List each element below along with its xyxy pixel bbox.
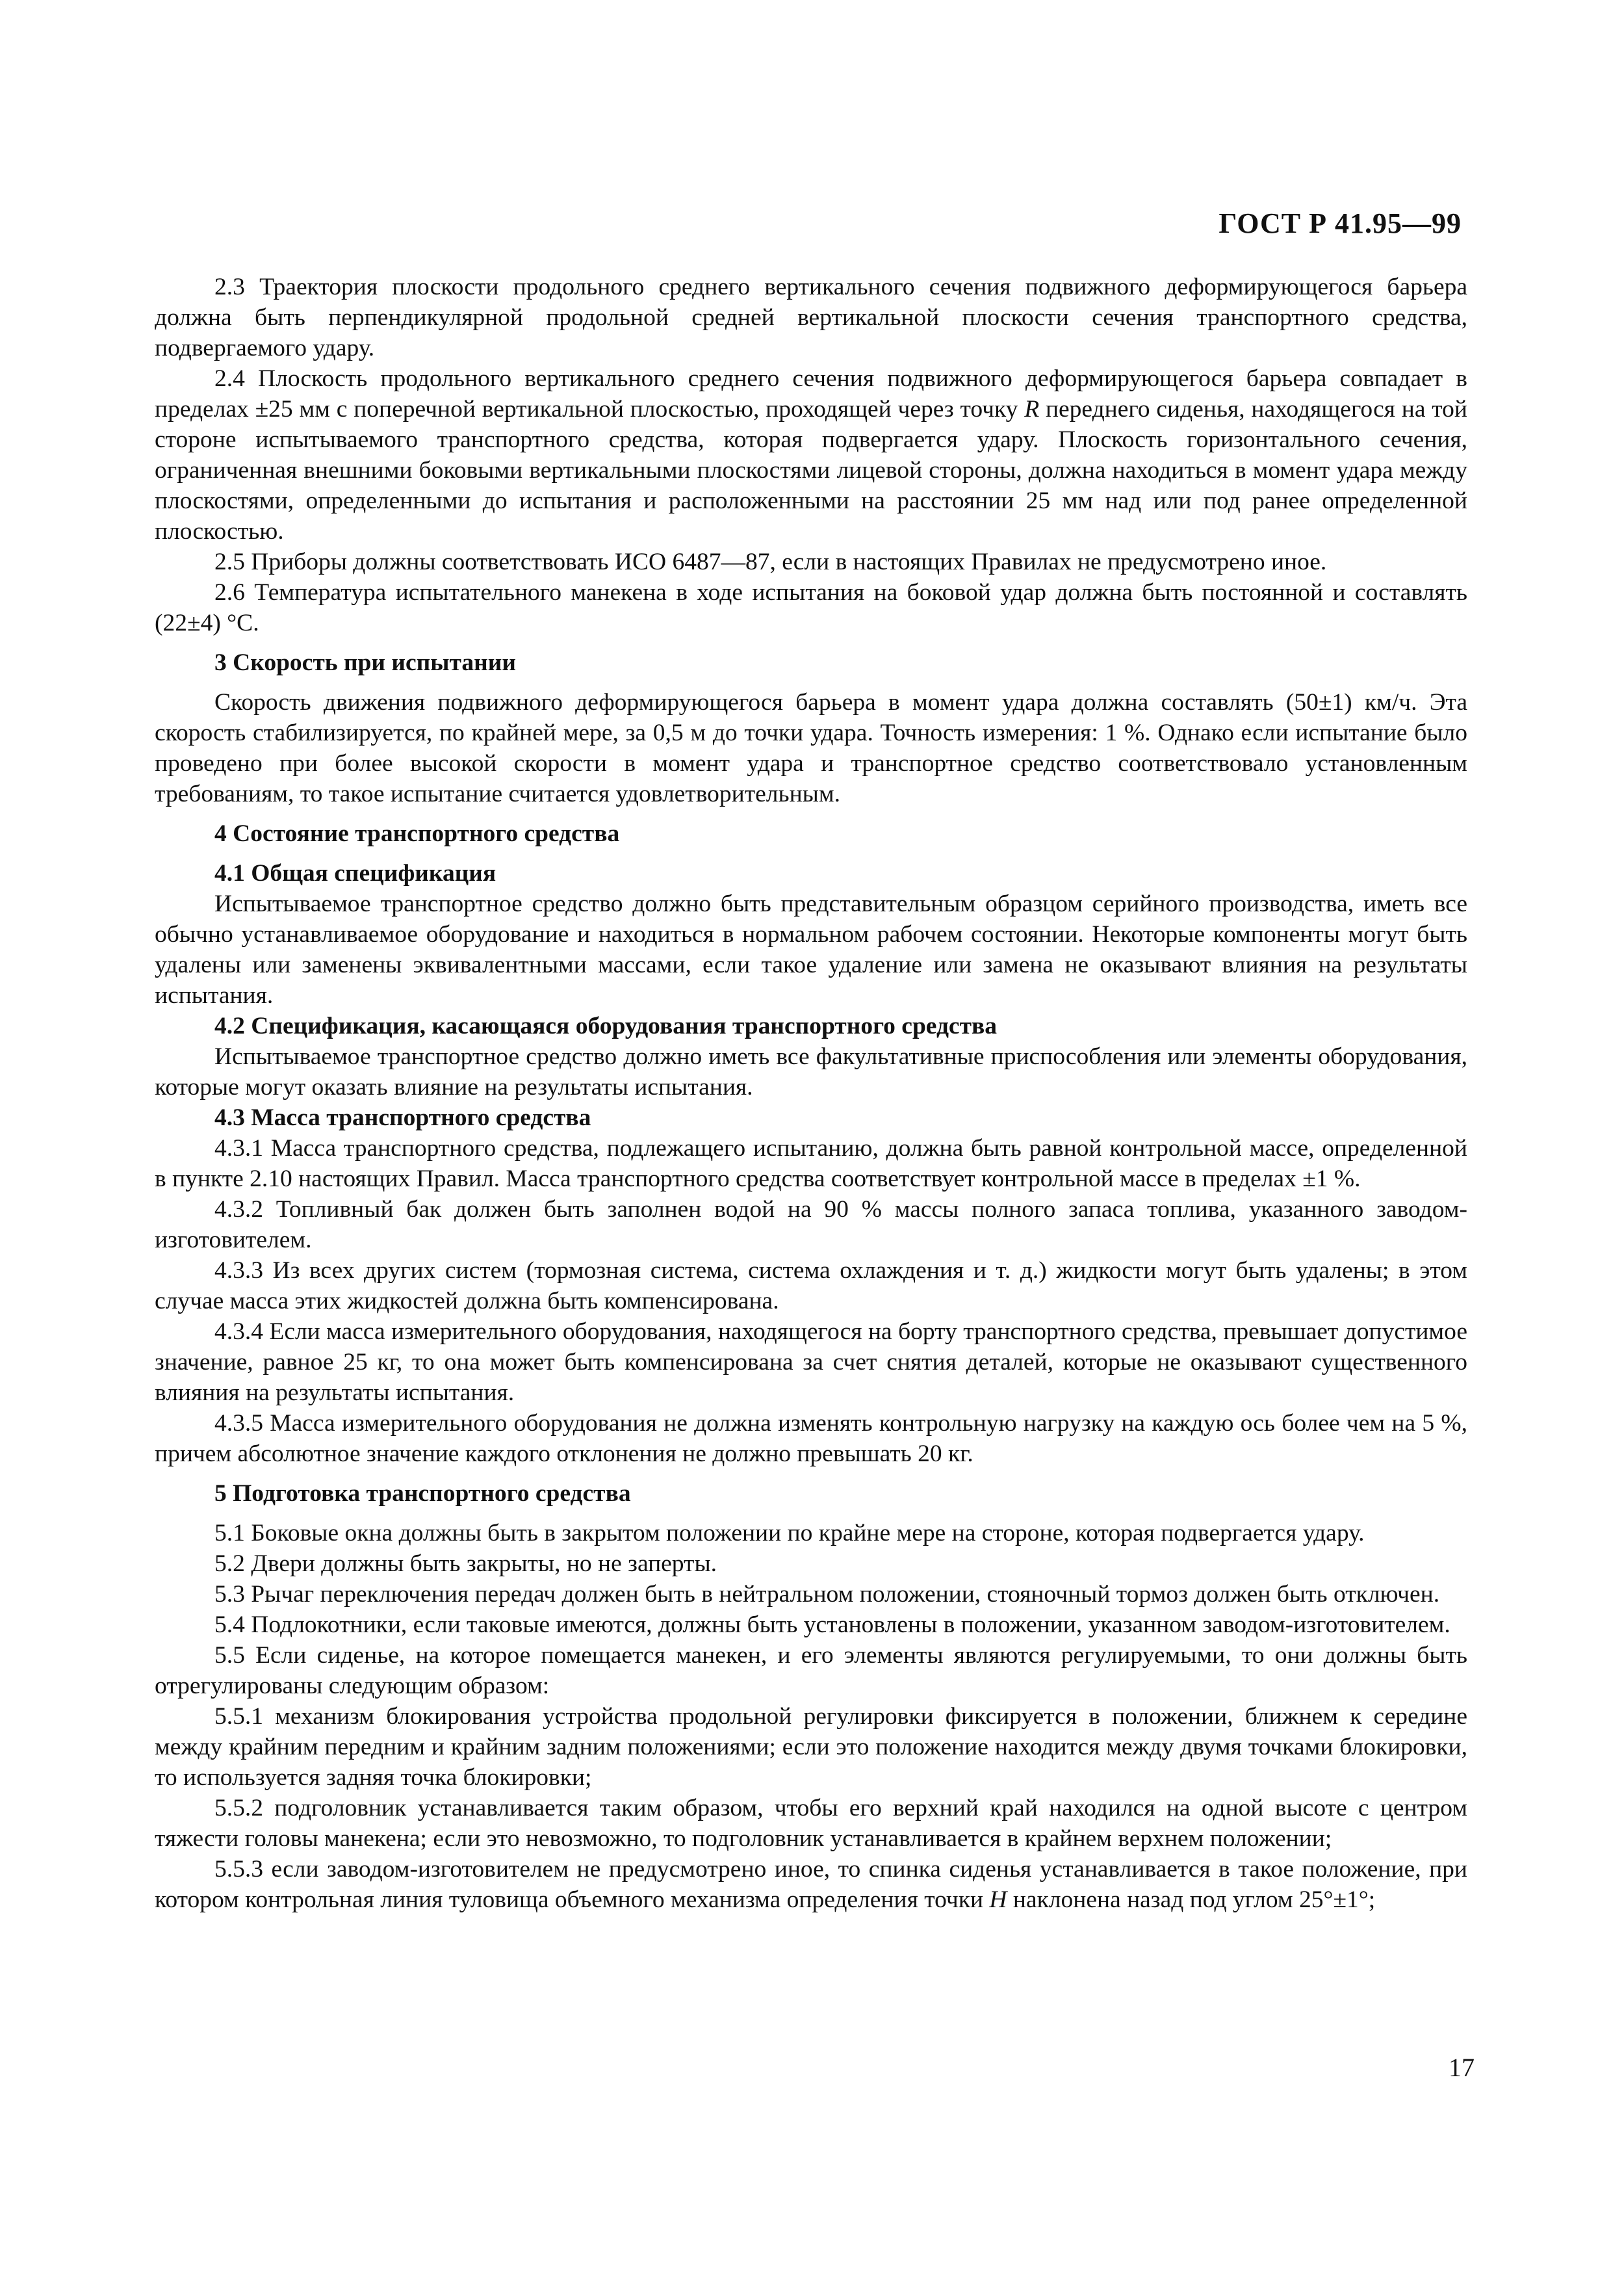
paragraph-4-1: Испытываемое транспортное средство должно быть представительным образцом серийного производства, иметь все обычно устанавливаемое оборудование и находиться в нормальном рабочем состоянии. Некоторые компоненты могут быть удалены или заменены эквивалентными массами, если такое удаление или замена не оказывают влияния на результаты испытания. [155,891,1467,1009]
section-4-2-heading: 4.2 Спецификация, касающаяся оборудования транспортного средства [214,1013,997,1039]
section-4-heading: 4 Состояние транспортного средства [214,820,620,847]
point-h-symbol: H [989,1886,1007,1913]
section-3-heading: 3 Скорость при испытании [214,649,516,676]
paragraph-5-5-3-part-b: наклонена назад под углом 25°±1°; [1007,1886,1376,1913]
paragraph-5-4: 5.4 Подлокотники, если таковые имеются, должны быть установлены в положении, указанном заводом-изготовителем. [214,1611,1450,1638]
paragraph-2-4-part-a: 2.4 Плоскость продольного вертикального среднего сечения подвижного деформирующегося барьера совпадает в пределах ±25 мм с поперечной вертикальной плоскостью, проходящей через точку [155,365,1467,423]
paragraph-4-3-4: 4.3.4 Если масса измерительного оборудования, находящегося на борту транспортного средства, превышает допустимое значение, равное 25 кг, то она может быть компенсирована за счет снятия деталей, которые не оказывают существенного влияния на результаты испытания. [155,1318,1467,1406]
section-4-1-heading: 4.1 Общая спецификация [214,860,496,887]
paragraph-3: Скорость движения подвижного деформирующегося барьера в момент удара должна составлять (50±1) км/ч. Эта скорость стабилизируется, по крайней мере, за 0,5 м до точки удара. Точность измерения: 1 %. Однако если испытание было проведено при более высокой скорости в момент удара и транспортное средство соответствовало установленным требованиям, то такое испытание считается удовлетворительным. [155,689,1467,807]
document-code: ГОСТ Р 41.95—99 [1218,207,1462,239]
paragraph-4-3-1: 4.3.1 Масса транспортного средства, подлежащего испытанию, должна быть равной контрольной массе, определенной в пункте 2.10 настоящих Правил. Масса транспортного средства соответствует контрольной массе в пределах ±1 %. [155,1135,1467,1192]
paragraph-2-4-part-b: переднего сиденья, находящегося на той стороне испытываемого транспортного средства, которая подвергается удару. Плоскость горизонтального сечения, ограниченная внешними боковыми вертикальными плоскостями лицевой стороны, должна находиться в момент удара между плоскостями, определенными до испытания и расположенными на расстоянии 25 мм над или под ранее определенной плоскостью. [155,396,1467,545]
paragraph-5-5-3 [155,1854,1467,1915]
paragraph-5-5-2: 5.5.2 подголовник устанавливается таким образом, чтобы его верхний край находился на одной высоте с центром тяжести головы манекена; если это невозможно, то подголовник устанавливается в крайнем верхнем положении; [155,1795,1467,1852]
paragraph-4-3-3: 4.3.3 Из всех других систем (тормозная система, система охлаждения и т. д.) жидкости могут быть удалены; в этом случае масса этих жидкостей должна быть компенсирована. [155,1257,1467,1314]
paragraph-5-5-1: 5.5.1 механизм блокирования устройства продольной регулировки фиксируется в положении, ближнем к середине между крайним передним и крайним задним положениями; если это положение находится между двумя точками блокировки, то используется задняя точка блокировки; [155,1703,1467,1791]
page-content [155,272,1467,1915]
paragraph-2-5: 2.5 Приборы должны соответствовать ИСО 6487—87, если в настоящих Правилах не предусмотрено иное. [214,549,1327,575]
paragraph-4-3-2: 4.3.2 Топливный бак должен быть заполнен водой на 90 % массы полного запаса топлива, указанного заводом-изготовителем. [155,1196,1467,1253]
paragraph-5-1: 5.1 Боковые окна должны быть в закрытом положении по крайне мере на стороне, которая подвергается удару. [214,1520,1365,1546]
paragraph-4-2: Испытываемое транспортное средство должно иметь все факультативные приспособления или элементы оборудования, которые могут оказать влияние на результаты испытания. [155,1043,1467,1101]
paragraph-5-5: 5.5 Если сиденье, на которое помещается манекен, и его элементы являются регулируемыми, то они должны быть отрегулированы следующим образом: [155,1642,1467,1699]
paragraph-4-3-5: 4.3.5 Масса измерительного оборудования не должна изменять контрольную нагрузку на каждую ось более чем на 5 %, причем абсолютное значение каждого отклонения не должно превышать 20 кг. [155,1410,1467,1467]
paragraph-5-3: 5.3 Рычаг переключения передач должен быть в нейтральном положении, стояночный тормоз должен быть отключен. [214,1581,1440,1608]
section-4-3-heading: 4.3 Масса транспортного средства [214,1104,591,1131]
point-r-symbol: R [1024,396,1040,423]
paragraph-5-5-3-part-a: 5.5.3 если заводом-изготовителем не предусмотрено иное, то спинка сиденья устанавливается в такое положение, при котором контрольная линия туловища объемного механизма определения точки [155,1856,1467,1913]
paragraph-2-3: 2.3 Траектория плоскости продольного среднего вертикального сечения подвижного деформирующегося барьера должна быть перпендикулярной продольной средней вертикальной плоскости сечения транспортного средства, подвергаемого удару. [155,274,1467,361]
paragraph-5-2: 5.2 Двери должны быть закрыты, но не заперты. [214,1550,717,1577]
paragraph-2-4 [155,363,1467,547]
page-number: 17 [1449,2053,1475,2082]
paragraph-2-6: 2.6 Температура испытательного манекена в ходе испытания на боковой удар должна быть постоянной и составлять (22±4) °С. [155,579,1467,636]
section-5-heading: 5 Подготовка транспортного средства [214,1480,631,1507]
